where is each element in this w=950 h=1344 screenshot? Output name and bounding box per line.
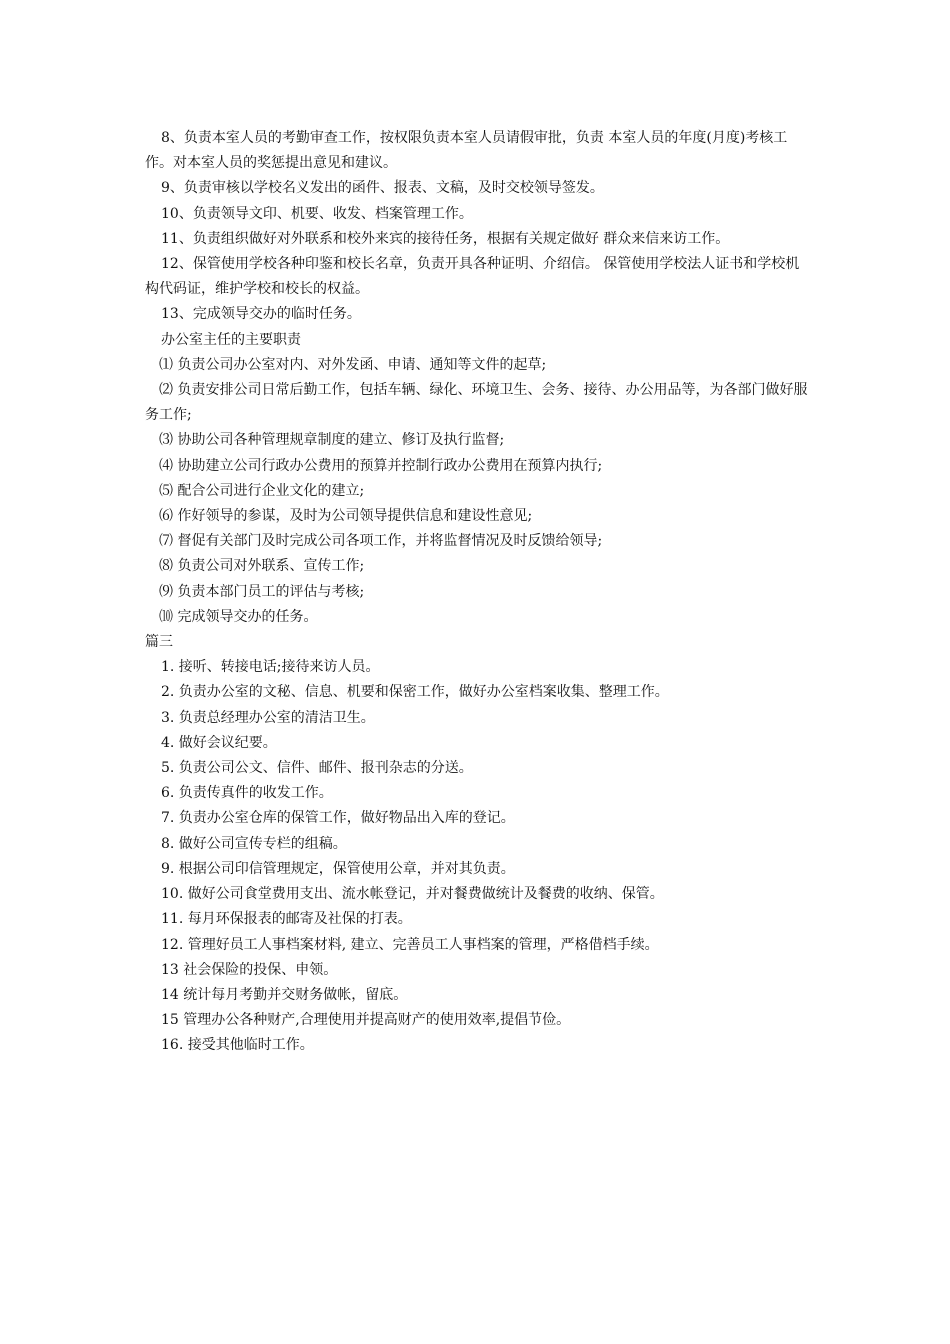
list-item: ⑴ 负责公司办公室对内、对外发函、申请、通知等文件的起草; [159, 356, 547, 373]
list-item: ⑸ 配合公司进行企业文化的建立; [159, 482, 365, 499]
list-item: 6. 负责传真件的收发工作。 [161, 785, 333, 802]
paragraph-item-9: 9、负责审核以学校名义发出的函件、报表、文稿，及时交校领导签发。 [161, 180, 604, 197]
list-item: ⑹ 作好领导的参谋，及时为公司领导提供信息和建设性意见; [159, 508, 533, 525]
list-item: 16. 接受其他临时工作。 [161, 1037, 314, 1054]
list-item: ⑼ 负责本部门员工的评估与考核; [159, 583, 365, 600]
section-heading-part-three: 篇三 [145, 634, 173, 651]
paragraph-item-11: 11、负责组织做好对外联系和校外来宾的接待任务，根据有关规定做好 群众来信来访工作。 [161, 230, 730, 247]
list-item: 9. 根据公司印信管理规定，保管使用公章，并对其负责。 [161, 860, 515, 877]
paragraph-item-12: 12、保管使用学校各种印鉴和校长名章，负责开具各种证明、介绍信。 保管使用学校法人证书和学校机构代码证，维护学校和校长的权益。 [145, 256, 800, 298]
list-item: 7. 负责办公室仓库的保管工作，做好物品出入库的登记。 [161, 810, 515, 827]
list-item: 10. 做好公司食堂费用支出、流水帐登记，并对餐费做统计及餐费的收纳、保管。 [161, 886, 664, 903]
list-item: 11. 每月环保报表的邮寄及社保的打表。 [161, 911, 412, 928]
document-body [145, 126, 810, 1059]
paragraph-item-13: 13、完成领导交办的临时任务。 [161, 306, 361, 323]
list-item: 13 社会保险的投保、申领。 [161, 961, 338, 978]
list-item: 14 统计每月考勤并交财务做帐，留底。 [161, 986, 408, 1003]
list-item: 12. 管理好员工人事档案材料, 建立、完善员工人事档案的管理，严格借档手续。 [161, 936, 659, 953]
list-item: ⑵ 负责安排公司日常后勤工作，包括车辆、绿化、环境卫生、会务、接待、办公用品等，为各部门做好服务工作; [145, 382, 808, 424]
list-item: ⑺ 督促有关部门及时完成公司各项工作，并将监督情况及时反馈给领导; [159, 533, 603, 550]
list-item: 3. 负责总经理办公室的清洁卫生。 [161, 709, 375, 726]
list-item: ⑻ 负责公司对外联系、宣传工作; [159, 558, 365, 575]
list-item: 8. 做好公司宣传专栏的组稿。 [161, 835, 347, 852]
list-item: ⑷ 协助建立公司行政办公费用的预算并控制行政办公费用在预算内执行; [159, 457, 603, 474]
list-item: 15 管理办公各种财产,合理使用并提高财产的使用效率,提倡节俭。 [161, 1012, 571, 1029]
section-heading-director: 办公室主任的主要职责 [161, 331, 301, 348]
paragraph-item-10: 10、负责领导文印、机要、收发、档案管理工作。 [161, 205, 473, 222]
list-item: ⑶ 协助公司各种管理规章制度的建立、修订及执行监督; [159, 432, 505, 449]
list-item: 4. 做好会议纪要。 [161, 734, 277, 751]
paragraph-item-8: 8、负责本室人员的考勤审查工作，按权限负责本室人员请假审批，负责 本室人员的年度(月度)考核工作。对本室人员的奖惩提出意见和建议。 [145, 130, 788, 172]
list-item: 2. 负责办公室的文秘、信息、机要和保密工作，做好办公室档案收集、整理工作。 [161, 684, 669, 701]
list-item: 5. 负责公司公文、信件、邮件、报刊杂志的分送。 [161, 760, 473, 777]
list-item: ⑽ 完成领导交办的任务。 [159, 608, 318, 625]
list-item: 1. 接听、转接电话;接待来访人员。 [161, 659, 380, 676]
